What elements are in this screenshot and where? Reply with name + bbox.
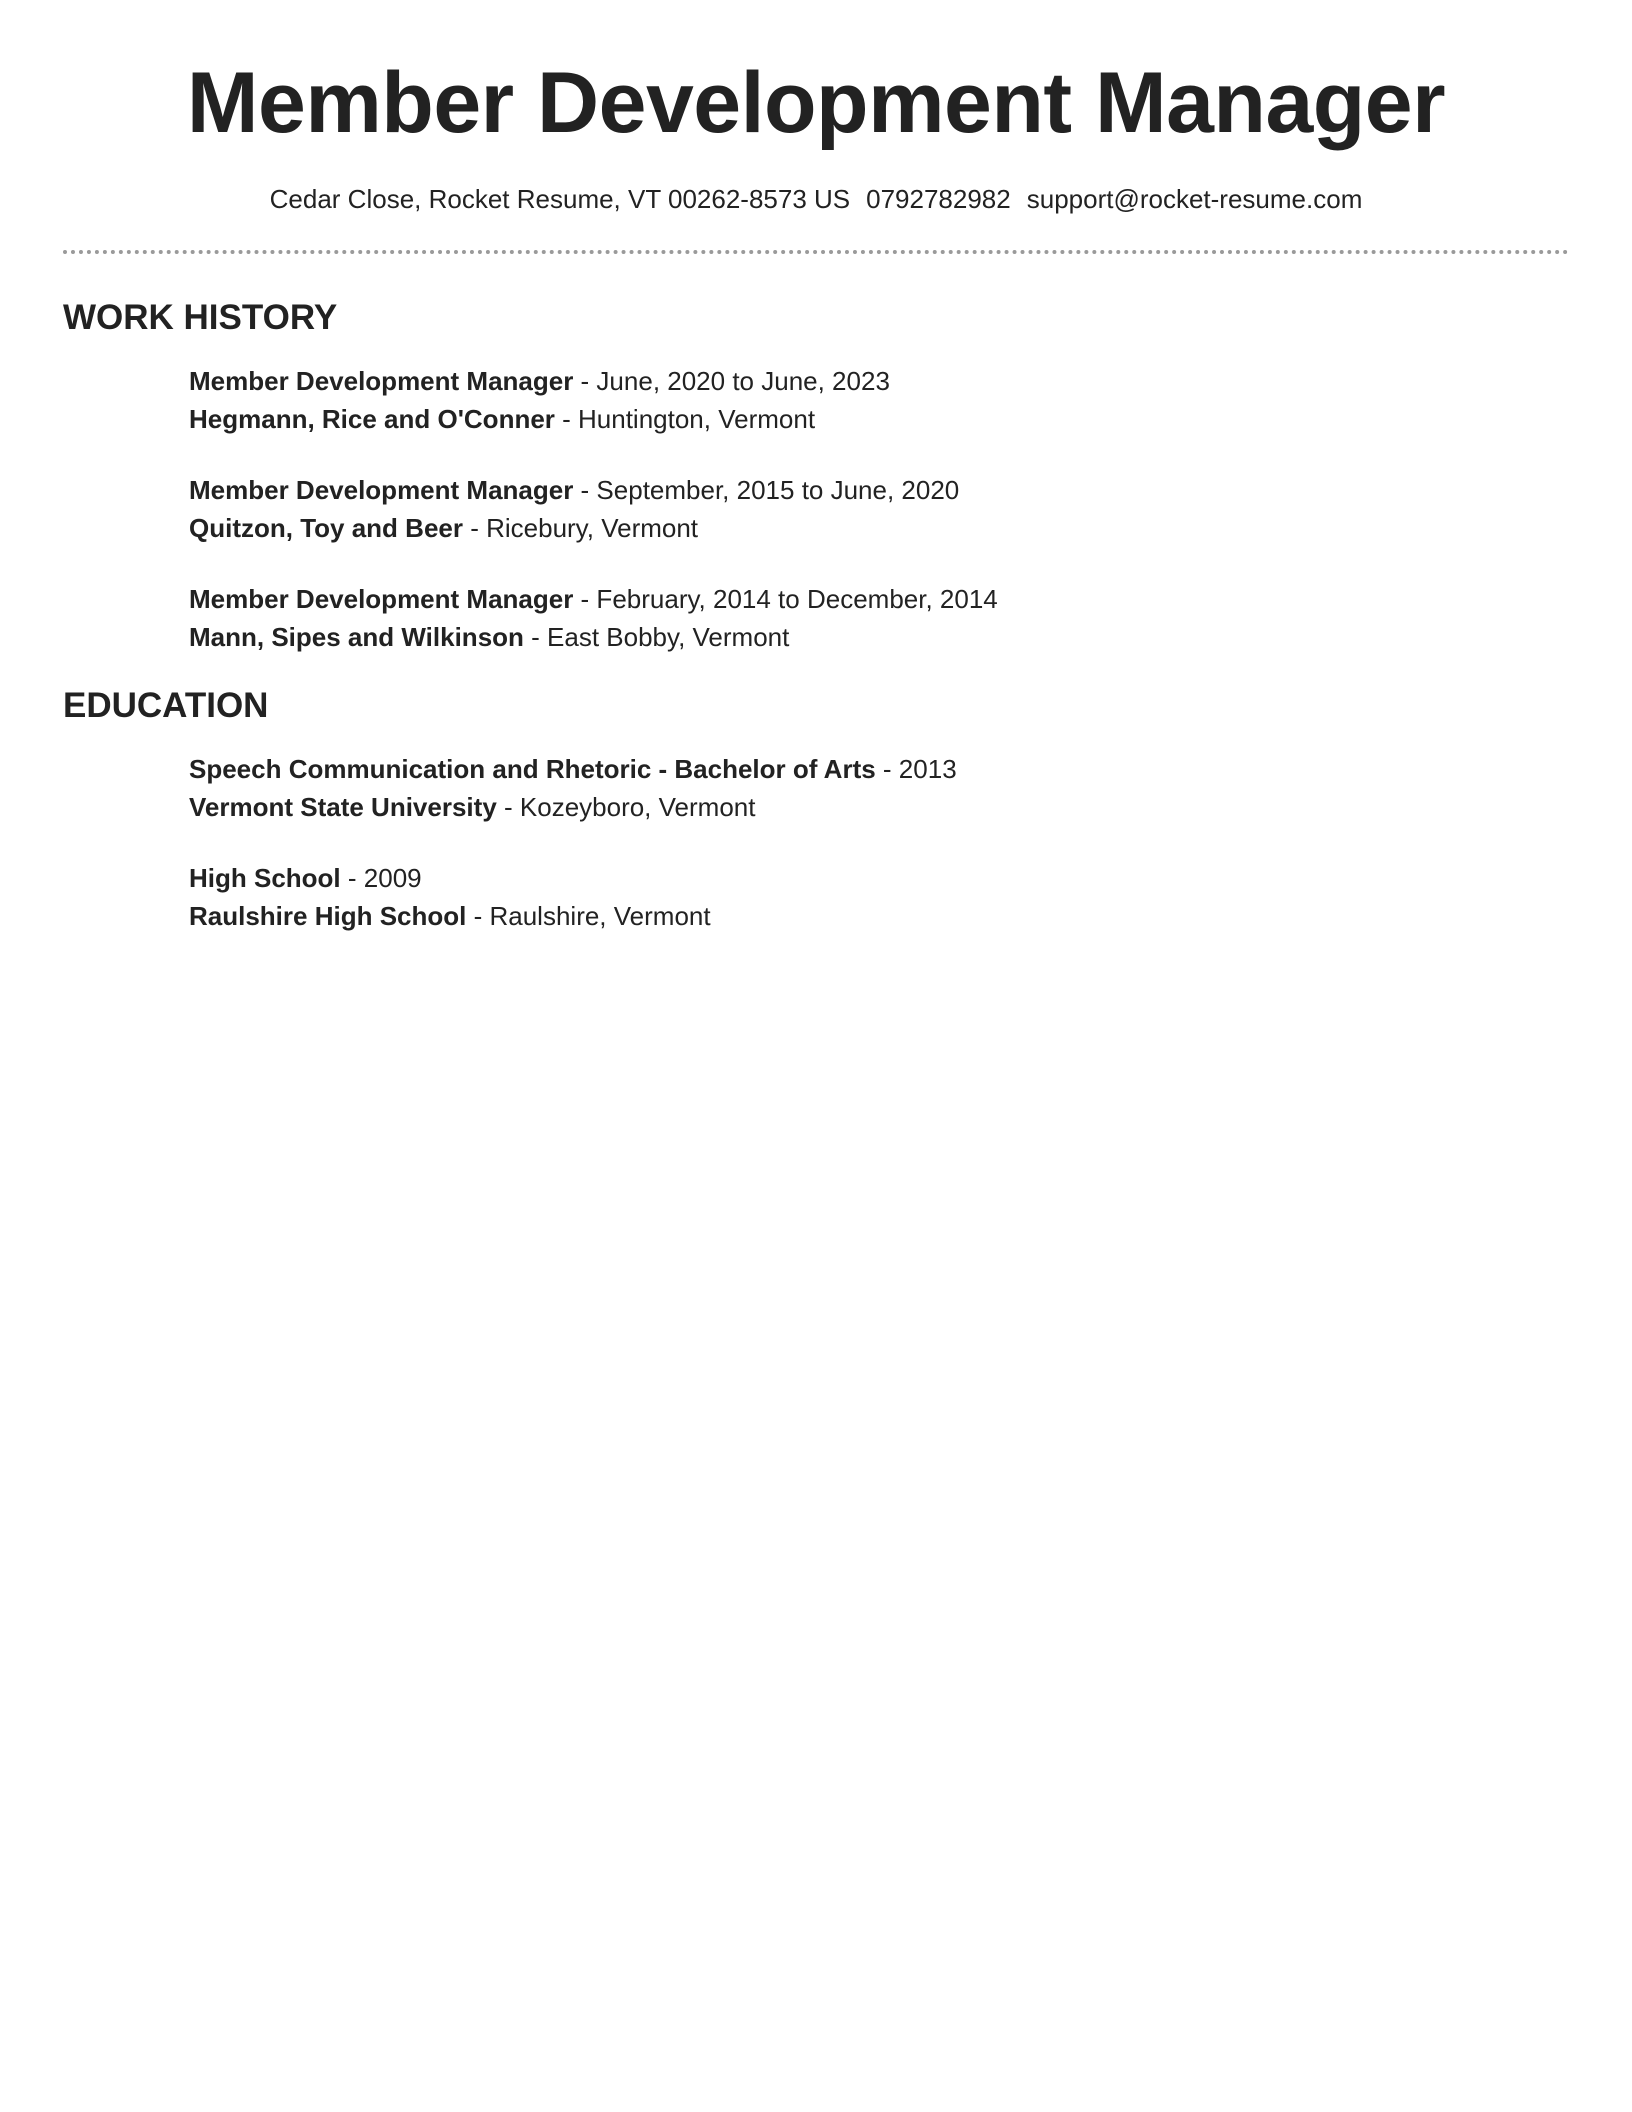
header-divider (63, 250, 1569, 254)
work-entry-title-line (189, 471, 959, 509)
work-location: - East Bobby, Vermont (523, 622, 790, 652)
work-role: Member Development Manager (189, 475, 574, 505)
work-employer: Hegmann, Rice and O'Conner (189, 404, 555, 434)
contact-line (0, 180, 1632, 218)
section-heading-education: EDUCATION (63, 686, 269, 725)
education-entry-school-line (189, 788, 957, 826)
work-employer: Quitzon, Toy and Beer (189, 513, 463, 543)
contact-phone: 0792782982 (866, 184, 1011, 214)
section-heading-work-history: WORK HISTORY (63, 298, 338, 337)
education-entry (189, 750, 957, 826)
education-location: - Kozeyboro, Vermont (496, 792, 756, 822)
education-degree: Speech Communication and Rhetoric - Bachelor of Arts (189, 754, 876, 784)
work-dates: - February, 2014 to December, 2014 (573, 584, 998, 614)
work-location: - Ricebury, Vermont (462, 513, 699, 543)
work-entry-title-line (189, 362, 890, 400)
work-entry-employer-line (189, 400, 890, 438)
work-entry-employer-line (189, 618, 998, 656)
education-entry (189, 859, 711, 935)
work-entry (189, 580, 998, 656)
work-dates: - June, 2020 to June, 2023 (573, 366, 890, 396)
education-location: - Raulshire, Vermont (466, 901, 711, 931)
education-school: Vermont State University (189, 792, 497, 822)
work-role: Member Development Manager (189, 584, 574, 614)
education-school: Raulshire High School (189, 901, 467, 931)
work-location: - Huntington, Vermont (554, 404, 816, 434)
work-employer: Mann, Sipes and Wilkinson (189, 622, 524, 652)
education-degree: High School (189, 863, 341, 893)
work-entry (189, 362, 890, 438)
contact-email: support@rocket-resume.com (1026, 184, 1363, 214)
education-year: - 2013 (875, 754, 957, 784)
education-entry-degree-line (189, 859, 711, 897)
education-year: - 2009 (340, 863, 422, 893)
contact-address: Cedar Close, Rocket Resume, VT 00262-8573 US (269, 184, 851, 214)
education-entry-school-line (189, 897, 711, 935)
work-entry (189, 471, 959, 547)
work-role: Member Development Manager (189, 366, 574, 396)
resume-title: Member Development Manager (186, 55, 1446, 151)
work-dates: - September, 2015 to June, 2020 (573, 475, 960, 505)
work-entry-title-line (189, 580, 998, 618)
work-entry-employer-line (189, 509, 959, 547)
education-entry-degree-line (189, 750, 957, 788)
